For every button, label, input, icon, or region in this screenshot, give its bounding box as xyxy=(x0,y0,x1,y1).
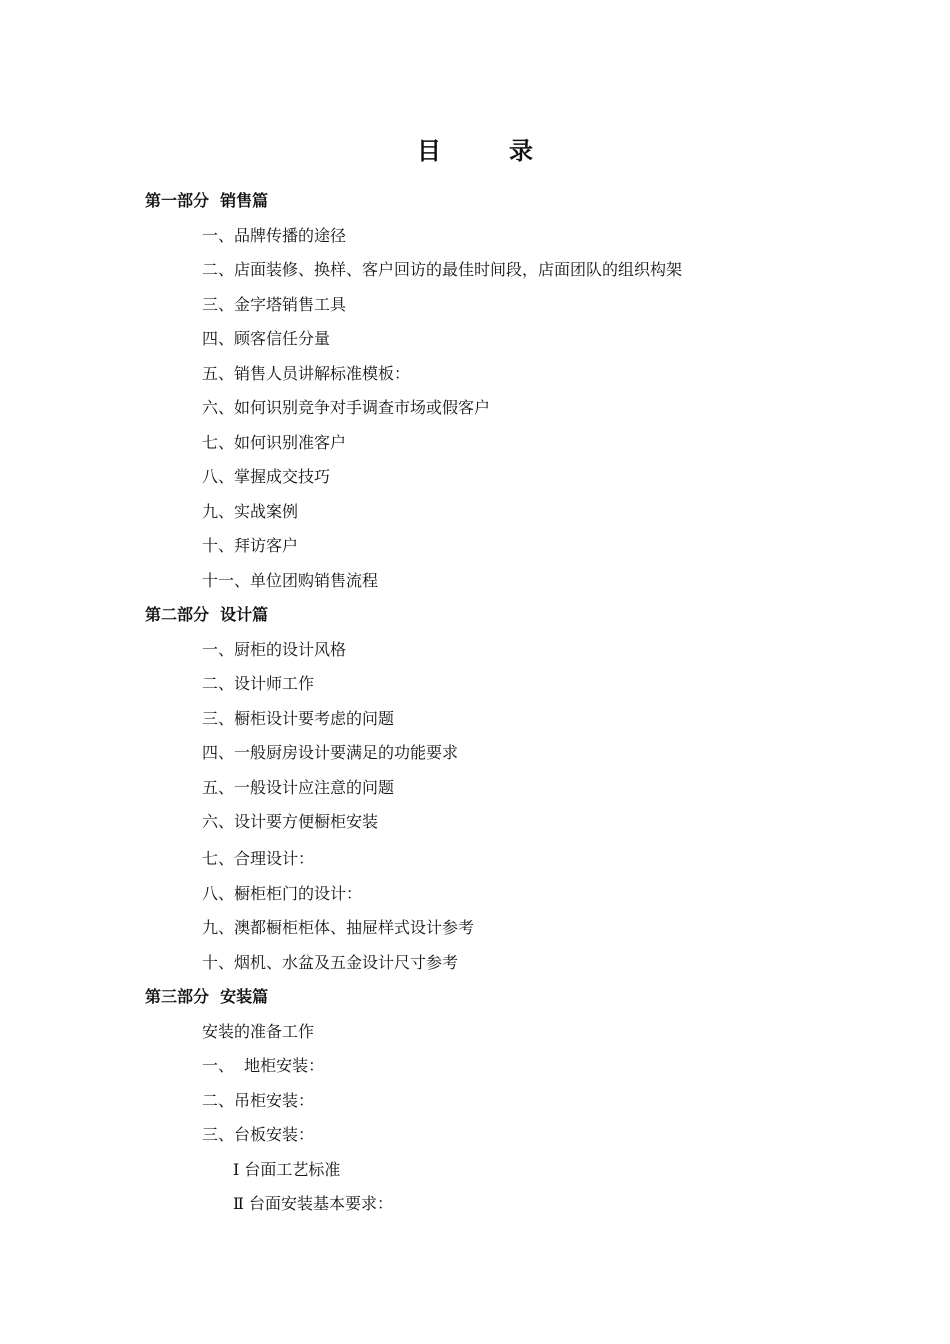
section-heading-installation: 第三部分 安装篇 xyxy=(145,987,269,1006)
toc-item[interactable]: 十一、单位团购销售流程 xyxy=(202,571,379,590)
toc-item[interactable]: 五、一般设计应注意的问题 xyxy=(202,778,395,797)
toc-item[interactable]: 二、吊柜安装： xyxy=(202,1091,315,1110)
toc-item[interactable]: 四、一般厨房设计要满足的功能要求 xyxy=(202,743,459,762)
toc-subitem[interactable]: Ⅱ 台面安装基本要求： xyxy=(233,1194,393,1213)
toc-subitem[interactable]: Ⅰ 台面工艺标准 xyxy=(233,1160,341,1179)
toc-item[interactable]: 二、设计师工作 xyxy=(202,674,315,693)
toc-item[interactable]: 十、拜访客户 xyxy=(202,536,299,555)
toc-item[interactable]: 八、橱柜柜门的设计： xyxy=(202,884,363,903)
toc-item[interactable]: 七、合理设计： xyxy=(202,849,315,868)
toc-item[interactable]: 六、如何识别竞争对手调查市场或假客户 xyxy=(202,398,491,417)
toc-item[interactable]: 一、 地柜安装： xyxy=(202,1056,325,1075)
toc-item[interactable]: 三、金字塔销售工具 xyxy=(202,295,347,314)
toc-item[interactable]: 七、如何识别准客户 xyxy=(202,433,347,452)
section-heading-design: 第二部分 设计篇 xyxy=(145,605,269,624)
page-title: 目 录 xyxy=(417,136,555,165)
toc-item[interactable]: 六、设计要方便橱柜安装 xyxy=(202,812,379,831)
toc-item[interactable]: 四、顾客信任分量 xyxy=(202,329,331,348)
toc-item[interactable]: 二、店面装修、换样、客户回访的最佳时间段，店面团队的组织构架 xyxy=(202,260,683,279)
toc-item[interactable]: 九、实战案例 xyxy=(202,502,299,521)
toc-item[interactable]: 一、品牌传播的途径 xyxy=(202,226,347,245)
toc-item[interactable]: 九、澳都橱柜柜体、抽屉样式设计参考 xyxy=(202,918,475,937)
toc-item[interactable]: 五、销售人员讲解标准模板： xyxy=(202,364,411,383)
toc-item[interactable]: 八、掌握成交技巧 xyxy=(202,467,331,486)
toc-item[interactable]: 三、橱柜设计要考虑的问题 xyxy=(202,709,395,728)
toc-item[interactable]: 安装的准备工作 xyxy=(202,1022,315,1041)
toc-item[interactable]: 三、台板安装： xyxy=(202,1125,315,1144)
section-heading-sales: 第一部分 销售篇 xyxy=(145,191,269,210)
toc-item[interactable]: 十、烟机、水盆及五金设计尺寸参考 xyxy=(202,953,459,972)
toc-item[interactable]: 一、厨柜的设计风格 xyxy=(202,640,347,659)
